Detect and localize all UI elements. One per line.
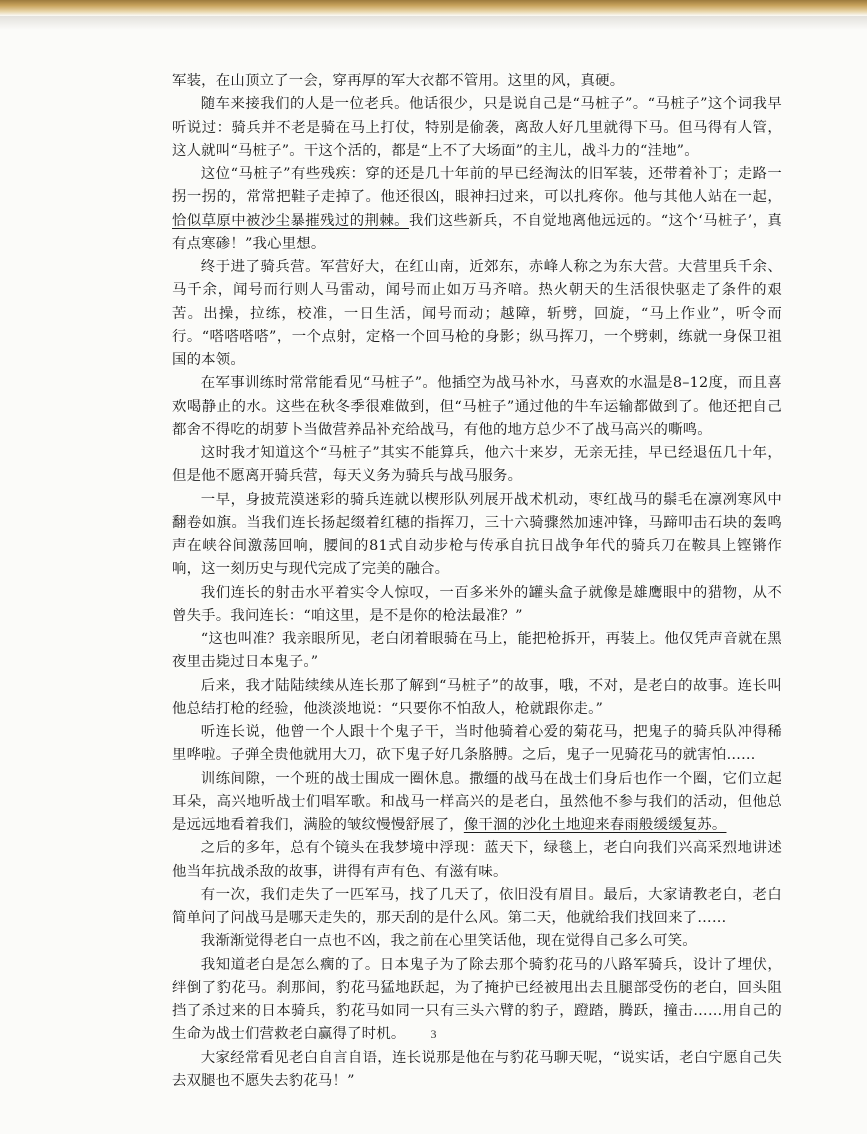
paragraph-3-text-after: 我们这些新兵，不自觉地离他远远的。“这个‘马桩子’，真有点寒碜！”我心里想。 — [172, 212, 782, 252]
document-page — [172, 70, 782, 1093]
paragraph-5: 在军事训练时常常能看见“马桩子”。他插空为战马补水，马喜欢的水温是8–12度，而且喜欢喝静止的水。这些在秋冬季很难做到，但“马桩子”通过他的牛车运输都做到了。他还把自己都舍不得吃的胡萝卜当做营养品补充给战马，有他的地方总少不了战马高兴的嘶鸣。 — [172, 375, 782, 438]
underlined-sentence-1: 恰似草原中被沙尘暴摧残过的荆棘。 — [172, 212, 409, 229]
paragraph-14: 有一次，我们走失了一匹军马，找了几天了，依旧没有眉目。最后，大家请教老白，老白简单问了问战马是哪天走失的，那天刮的是什么风。第二天，他就给我们找回来了…… — [172, 886, 782, 926]
paragraph-8: 我们连长的射击水平着实令人惊叹，一百多米外的罐头盒子就像是雄鹰眼中的猎物，从不曾失手。我问连长：“咱这里，是不是你的枪法最准？” — [172, 584, 782, 624]
paragraph-12-text-before: 训练间隙，一个班的战士围成一圈休息。撒缰的战马在战士们身后也作一个圈，它们立起耳朵，高兴地听战士们唱军歌。和战马一样高兴的是老白，虽然他不参与我们的活动，但他总是远远地看着我们，满脸的皱纹慢慢舒展了， — [172, 770, 782, 833]
paragraph-1: 军装，在山顶立了一会，穿再厚的军大衣都不管用。这里的风，真硬。 — [172, 73, 625, 89]
paragraph-7: 一早，身披荒漠迷彩的骑兵连就以楔形队列展开战术机动，枣红战马的鬃毛在凛冽寒风中翻卷如旗。当我们连长扬起缀着红穗的指挥刀，三十六骑骤然加速冲锋，马蹄叩击石块的轰鸣声在峡谷间激荡回响，腰间的81式自动步枪与传承自抗日战争年代的骑兵刀在鞍具上铿锵作响，这一刻历史与现代完成了完美的融合。 — [172, 491, 782, 578]
page-number: 3 — [430, 1027, 437, 1041]
paragraph-2: 随车来接我们的人是一位老兵。他话很少，只是说自己是“马桩子”。“马桩子”这个词我早听说过：骑兵并不老是骑在马上打仗，特别是偷袭，离敌人好几里就得下马。但马得有人管，这人就叫“马桩子”。干这个活的，都是“上不了大场面”的主儿，战斗力的“洼地”。 — [172, 96, 782, 159]
paragraph-13: 之后的多年，总有个镜头在我梦境中浮现：蓝天下，绿毯上，老白向我们兴高采烈地讲述他当年抗战杀敌的故事，讲得有声有色、有滋有味。 — [172, 840, 782, 880]
paragraph-4: 终于进了骑兵营。军营好大，在红山南，近郊东，赤峰人称之为东大营。大营里兵千余、马千余，闻号而行则人马雷动，闻号而止如万马齐喑。热火朝天的生活很快驱走了条件的艰苦。出操，拉练，校准，一日生活，闻号而动；越障，斩劈，回旋，“马上作业”，听令而行。“嗒嗒嗒嗒”，一个点射，定格一个回马枪的身影；纵马挥刀，一个劈刺，练就一身保卫祖国的本领。 — [172, 259, 782, 368]
paragraph-17: 大家经常看见老白自言自语，连长说那是他在与豹花马聊天呢，“说实话，老白宁愿自己失去双腿也不愿失去豹花马！” — [172, 1049, 782, 1089]
paragraph-16: 我知道老白是怎么瘸的了。日本鬼子为了除去那个骑豹花马的八路军骑兵，设计了埋伏，绊倒了豹花马。刹那间，豹花马猛地跃起，为了掩护已经被甩出去且腿部受伤的老白，回头阻挡了杀过来的日本骑兵，豹花马如同一只有三头六臂的豹子，蹬踏，腾跃，撞击……用自己的生命为战士们营救老白赢得了时机。 — [172, 956, 782, 1043]
paragraph-15: 我渐渐觉得老白一点也不凶，我之前在心里笑话他，现在觉得自己多么可笑。 — [200, 933, 697, 950]
underlined-sentence-2: 像干涸的沙化土地迎来春雨般缓缓复苏。 — [463, 817, 727, 833]
paragraph-12 — [172, 768, 782, 838]
paragraph-3 — [172, 163, 782, 256]
paragraph-10: 后来，我才陆陆续续从连长那了解到“马桩子”的故事，哦，不对，是老白的故事。连长叫他总结打枪的经验，他淡淡地说：“只要你不怕敌人，枪就跟你走。” — [172, 677, 782, 717]
scan-top-shadow — [0, 16, 867, 30]
paragraph-11: 听连长说，他曾一个人跟十个鬼子干，当时他骑着心爱的菊花马，把鬼子的骑兵队冲得稀里哗啦。子弹全贵他就用大刀，砍下鬼子好几条胳膊。之后，鬼子一见骑花马的就害怕…… — [172, 724, 782, 764]
paragraph-9: “这也叫准？我亲眼所见，老白闭着眼骑在马上，能把枪拆开，再装上。他仅凭声音就在黑夜里击毙过日本鬼子。” — [172, 631, 782, 671]
paragraph-3-text-before: 这位“马桩子”有些残疾：穿的还是几十年前的早已经淘汰的旧军装，还带着补丁；走路一拐一拐的，常常把鞋子走掉了。他还很凶，眼神扫过来，可以扎疼你。他与其他人站在一起， — [172, 166, 782, 206]
scan-top-edge — [0, 0, 867, 16]
paragraph-6: 这时我才知道这个“马桩子”其实不能算兵，他六十来岁，无亲无挂，早已经退伍几十年，但是他不愿离开骑兵营，每天义务为骑兵与战马服务。 — [172, 445, 782, 485]
